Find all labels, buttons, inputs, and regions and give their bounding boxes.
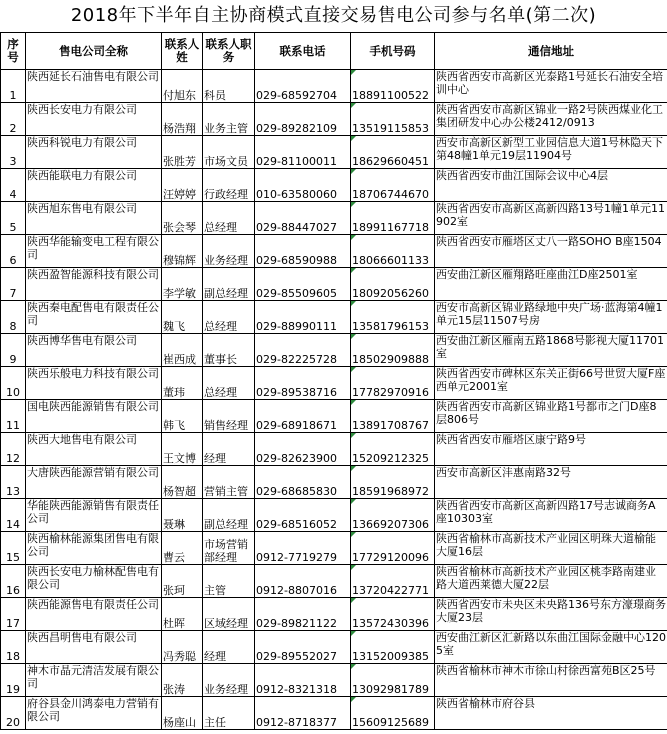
contact-person: 付旭东: [162, 70, 203, 103]
contact-person: 张珂: [162, 565, 203, 598]
mailing-address: 陕西省西安市高新区高新四路13号1幢1单元11902室: [435, 202, 667, 235]
contact-phone: 029-82225728: [255, 334, 351, 367]
contact-phone: 029-89538716: [255, 367, 351, 400]
contact-person: 杨浩翔: [162, 103, 203, 136]
contact-person: 杨座山: [162, 697, 203, 730]
contact-position: 业务主管: [203, 103, 255, 136]
header-company: 售电公司全称: [26, 33, 162, 70]
contact-position: 销售经理: [203, 400, 255, 433]
table-row: [1, 532, 667, 565]
contact-phone: 029-88990111: [255, 301, 351, 334]
mobile-number: 13519115853: [351, 103, 435, 136]
row-index: 19: [1, 664, 26, 697]
mobile-number: 18991167718: [351, 202, 435, 235]
company-name: 陕西秦电配售电有限责任公司: [26, 301, 162, 334]
mailing-address: 西安市高新区沣惠南路32号: [435, 466, 667, 499]
mailing-address: 西安市高新区锦业路绿地中央广场·蓝海第4幢1单元15层11507号房: [435, 301, 667, 334]
contact-position: 市场营销部经理: [203, 532, 255, 565]
contact-phone: 029-68685830: [255, 466, 351, 499]
header-contact-position: 联系人职务: [203, 33, 255, 70]
table-row: [1, 367, 667, 400]
mobile-number: 18706744670: [351, 169, 435, 202]
row-index: 1: [1, 70, 26, 103]
contact-person: 汪婷婷: [162, 169, 203, 202]
contact-position: 经理: [203, 433, 255, 466]
contact-phone: 029-89552027: [255, 631, 351, 664]
mobile-number: 18502909888: [351, 334, 435, 367]
contact-position: 副总经理: [203, 268, 255, 301]
contact-person: 冯秀聪: [162, 631, 203, 664]
row-index: 13: [1, 466, 26, 499]
company-name: 陕西延长石油售电有限公司: [26, 70, 162, 103]
contact-position: 市场文员: [203, 136, 255, 169]
table-row: [1, 202, 667, 235]
mailing-address: 陕西省西安市高新区高新四路17号志诚商务A座10303室: [435, 499, 667, 532]
mobile-number: 13092981789: [351, 664, 435, 697]
company-name: 陕西旭东售电有限公司: [26, 202, 162, 235]
company-name: 陕西昌明售电有限公司: [26, 631, 162, 664]
mailing-address: 西安曲江新区雁南五路1868号影视大厦11701室: [435, 334, 667, 367]
header-phone: 联系电话: [255, 33, 351, 70]
table-row: [1, 70, 667, 103]
contact-person: 张会琴: [162, 202, 203, 235]
mailing-address: 陕西省西安市雁塔区丈八一路SOHO B座1504: [435, 235, 667, 268]
header-address: 通信地址: [435, 33, 667, 70]
table-row: [1, 631, 667, 664]
contact-position: 主任: [203, 697, 255, 730]
company-name: 陕西榆林能源集团售电有限公司: [26, 532, 162, 565]
contact-person: 杨智超: [162, 466, 203, 499]
mobile-number: 13669207306: [351, 499, 435, 532]
contact-position: 行政经理: [203, 169, 255, 202]
contact-phone: 029-68592704: [255, 70, 351, 103]
contact-person: 张涛: [162, 664, 203, 697]
row-index: 16: [1, 565, 26, 598]
row-index: 5: [1, 202, 26, 235]
row-index: 17: [1, 598, 26, 631]
table-row: [1, 169, 667, 202]
contact-phone: 029-81100011: [255, 136, 351, 169]
contact-position: 业务经理: [203, 664, 255, 697]
contact-phone: 029-68590988: [255, 235, 351, 268]
contact-position: 总经理: [203, 367, 255, 400]
company-name: 府谷县金川鸿泰电力营销有限公司: [26, 697, 162, 730]
table-row: [1, 433, 667, 466]
mobile-number: 18092056260: [351, 268, 435, 301]
contact-position: 区域经理: [203, 598, 255, 631]
company-name: 陕西科锐电力有限公司: [26, 136, 162, 169]
table-row: [1, 598, 667, 631]
contact-person: 杜晖: [162, 598, 203, 631]
mailing-address: 陕西省西安市高新区光泰路1号延长石油安全培训中心: [435, 70, 667, 103]
company-name: 陕西盈智能源科技有限公司: [26, 268, 162, 301]
contact-phone: 029-68516052: [255, 499, 351, 532]
mobile-number: 13152009385: [351, 631, 435, 664]
row-index: 14: [1, 499, 26, 532]
row-index: 2: [1, 103, 26, 136]
contact-phone: 0912-8718377: [255, 697, 351, 730]
table-row: [1, 103, 667, 136]
mailing-address: 陕西省西安市高新区锦业一路2号陕西煤业化工集团研发中心办公楼2412/0913: [435, 103, 667, 136]
contact-phone: 029-85509605: [255, 268, 351, 301]
table-header-row: [1, 33, 667, 70]
table-row: [1, 268, 667, 301]
mobile-number: 18066601133: [351, 235, 435, 268]
company-name: 陕西博华售电有限公司: [26, 334, 162, 367]
contact-phone: 029-89821122: [255, 598, 351, 631]
contact-phone: 0912-7719279: [255, 532, 351, 565]
contact-person: 曹云: [162, 532, 203, 565]
header-contact-person: 联系人姓: [162, 33, 203, 70]
contact-position: 业务经理: [203, 235, 255, 268]
table-row: [1, 565, 667, 598]
contact-phone: 029-88447027: [255, 202, 351, 235]
contact-position: 董事长: [203, 334, 255, 367]
contact-person: 韩飞: [162, 400, 203, 433]
row-index: 9: [1, 334, 26, 367]
contact-person: 穆锦辉: [162, 235, 203, 268]
table-row: [1, 235, 667, 268]
header-index: 序号: [1, 33, 26, 70]
mobile-number: 18629660451: [351, 136, 435, 169]
row-index: 12: [1, 433, 26, 466]
contact-person: 魏飞: [162, 301, 203, 334]
contact-person: 王文博: [162, 433, 203, 466]
company-name: 华能陕西能源销售有限责任公司: [26, 499, 162, 532]
row-index: 20: [1, 697, 26, 730]
table-row: [1, 400, 667, 433]
contact-position: 总经理: [203, 301, 255, 334]
mobile-number: 17729120096: [351, 532, 435, 565]
company-name: 陕西长安电力有限公司: [26, 103, 162, 136]
mobile-number: 13720422771: [351, 565, 435, 598]
row-index: 7: [1, 268, 26, 301]
contact-position: 营销主管: [203, 466, 255, 499]
row-index: 15: [1, 532, 26, 565]
row-index: 6: [1, 235, 26, 268]
mailing-address: 陕西省西安市雁塔区康宁路9号: [435, 433, 667, 466]
company-name: 神木市晶元清洁发展有限公司: [26, 664, 162, 697]
contact-position: 总经理: [203, 202, 255, 235]
mailing-address: 陕西省西安市曲江国际会议中心4层: [435, 169, 667, 202]
contact-position: 经理: [203, 631, 255, 664]
row-index: 11: [1, 400, 26, 433]
row-index: 10: [1, 367, 26, 400]
company-name: 大唐陕西能源营销有限公司: [26, 466, 162, 499]
mailing-address: 陕西省西安市碑林区东关正街66号世贸大厦F座西单元2001室: [435, 367, 667, 400]
mailing-address: 陕西省西安市高新区锦业路1号都市之门D座8层806号: [435, 400, 667, 433]
contact-phone: 029-82623900: [255, 433, 351, 466]
company-name: 国电陕西能源销售有限公司: [26, 400, 162, 433]
company-name: 陕西乐般电力科技有限公司: [26, 367, 162, 400]
mobile-number: 15209212325: [351, 433, 435, 466]
row-index: 8: [1, 301, 26, 334]
contact-phone: 029-68918671: [255, 400, 351, 433]
contact-person: 李学敏: [162, 268, 203, 301]
mobile-number: 13581796153: [351, 301, 435, 334]
contact-phone: 0912-8807016: [255, 565, 351, 598]
company-name: 陕西大地售电有限公司: [26, 433, 162, 466]
row-index: 18: [1, 631, 26, 664]
mobile-number: 13891708767: [351, 400, 435, 433]
contact-phone: 0912-8321318: [255, 664, 351, 697]
contact-position: 主管: [203, 565, 255, 598]
mobile-number: 13572430396: [351, 598, 435, 631]
mailing-address: 西安市高新区新型工业园信息大道1号林隐天下第48幢1单元19层11904号: [435, 136, 667, 169]
table-row: [1, 466, 667, 499]
table-row: [1, 301, 667, 334]
table-row: [1, 499, 667, 532]
contact-position: 副总经理: [203, 499, 255, 532]
mobile-number: 15609125689: [351, 697, 435, 730]
mailing-address: 陕西省榆林市神木市徐山村徐西富苑B区25号: [435, 664, 667, 697]
contact-person: 聂琳: [162, 499, 203, 532]
company-name: 陕西长安电力榆林配售电有限公司: [26, 565, 162, 598]
document-title: 2018年下半年自主协商模式直接交易售电公司参与名单(第二次): [70, 5, 597, 26]
row-index: 3: [1, 136, 26, 169]
table-body: [1, 70, 667, 730]
table-row: [1, 136, 667, 169]
mailing-address: 西安曲江新区雁翔路旺座曲江D座2501室: [435, 268, 667, 301]
mailing-address: 西安曲江新区汇新路以东曲江国际金融中心1205室: [435, 631, 667, 664]
contact-phone: 010-63580060: [255, 169, 351, 202]
mobile-number: 18591968972: [351, 466, 435, 499]
table-row: [1, 697, 667, 730]
company-name: 陕西能源售电有限责任公司: [26, 598, 162, 631]
mobile-number: 18891100522: [351, 70, 435, 103]
contact-person: 崔西成: [162, 334, 203, 367]
mobile-number: 17782970916: [351, 367, 435, 400]
mailing-address: 陕西省榆林市府谷县: [435, 697, 667, 730]
contact-person: 张胜芳: [162, 136, 203, 169]
mailing-address: 陕西省榆林市高新技术产业园区明珠大道榆能大厦16层: [435, 532, 667, 565]
mailing-address: 陕西省西安市未央区未央路136号东方濠璟商务大厦23层: [435, 598, 667, 631]
header-mobile: 手机号码: [351, 33, 435, 70]
row-index: 4: [1, 169, 26, 202]
contact-position: 科员: [203, 70, 255, 103]
mailing-address: 陕西省榆林市高新技术产业园区桃李路南建业路大道西莱德大厦22层: [435, 565, 667, 598]
company-name: 陕西华能输变电工程有限公司: [26, 235, 162, 268]
contact-phone: 029-89282109: [255, 103, 351, 136]
table-row: [1, 664, 667, 697]
contact-person: 董玮: [162, 367, 203, 400]
company-name: 陕西能联电力有限公司: [26, 169, 162, 202]
table-row: [1, 334, 667, 367]
participant-table: [0, 32, 667, 730]
